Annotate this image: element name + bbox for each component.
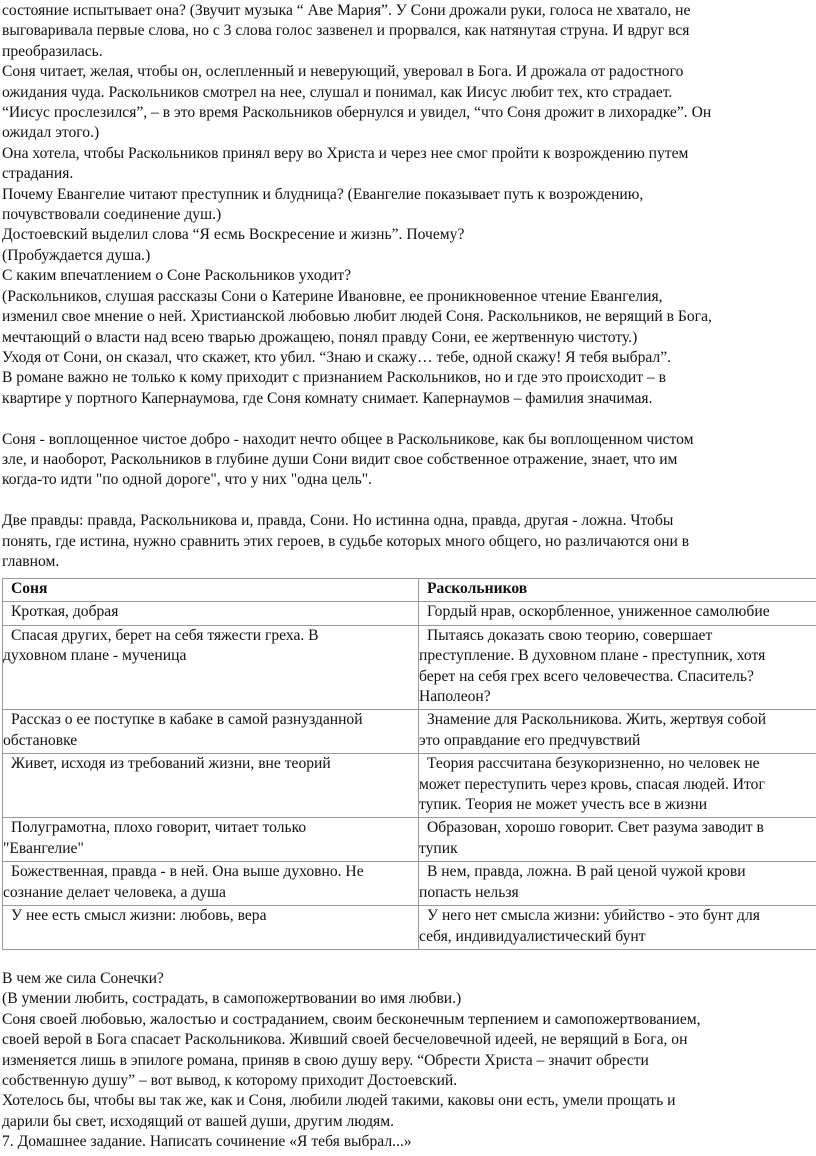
text-line: своей верой в Бога спасает Раскольникова. Живший своей бесчеловечной идеей, не верящий в Бога, он — [2, 1031, 688, 1049]
table-cell-raskolnikov: У него нет смысла жизни: убийство - это бунт для себя, индивидуалистический бунт — [419, 906, 816, 950]
text-line: квартире у портного Капернаумова, где Соня комнату снимает. Капернаумов – фамилия значимая. — [2, 389, 653, 407]
table-cell-sonya: У нее есть смысл жизни: любовь, вера — [3, 906, 419, 950]
text-line: выговаривала первые слова, но с 3 слова голос зазвенел и прорвался, как натянутая струна. И вдруг вся — [2, 22, 690, 40]
paragraph-gap — [2, 409, 816, 429]
table-cell-sonya: Кроткая, добрая — [3, 602, 419, 625]
table-row — [3, 754, 816, 818]
text-line: (Пробуждается душа.) — [2, 246, 151, 264]
table-row — [3, 602, 816, 625]
text-line: дарили бы свет, исходящий от вашей души, другим людям. — [2, 1112, 394, 1130]
text-line: собственную душу” – вот вывод, к которому приходит Достоевский. — [2, 1072, 458, 1090]
text-line: когда-то идти "по одной дороге", что у них "одна цель". — [2, 471, 373, 489]
comparison-table — [2, 578, 816, 950]
text-line: преобразилась. — [2, 42, 103, 60]
table-cell-sonya: Полуграмотна, плохо говорит, читает только "Евангелие" — [3, 818, 419, 862]
table-row — [3, 906, 816, 950]
table-cell-sonya: Рассказ о ее поступке в кабаке в самой разнузданной обстановке — [3, 710, 419, 754]
text-line: Уходя от Сони, он сказал, что скажет, кто убил. “Знаю и скажу… тебе, одной скажу! Я тебя выбрал”. — [2, 348, 672, 366]
text-line: зле, и наоборот, Раскольников в глубине души Сони видит свое собственное отражение, знает, что им — [2, 450, 678, 468]
table-row — [3, 710, 816, 754]
table-row — [3, 625, 816, 710]
paragraph-good-evil — [2, 430, 816, 491]
text-line: мечтающий о власти над всею тварью дрожащею, понял правду Сони, ее жертвенную чистоту.) — [2, 328, 638, 346]
text-line: понять, где истина, нужно сравнить этих героев, в судьбе которых много общего, но различаются они в — [2, 532, 690, 550]
text-line: (В умении любить, сострадать, в самопожертвовании во имя любви.) — [2, 990, 462, 1008]
text-line: Соня читает, желая, чтобы он, ослепленный и неверующий, уверовал в Бога. И дрожала от радостного — [2, 63, 684, 81]
table-cell-raskolnikov: Гордый нрав, оскорбленное, униженное самолюбие — [419, 602, 816, 625]
table-cell-sonya: Живет, исходя из требований жизни, вне теорий — [3, 754, 419, 818]
text-line: почувствовали соединение душ.) — [2, 206, 222, 224]
table-cell-raskolnikov: Знамение для Раскольникова. Жить, жертвуя собой это оправдание его предчувствий — [419, 710, 816, 754]
paragraph-two-truths — [2, 511, 816, 572]
table-cell-raskolnikov: Образован, хорошо говорит. Свет разума заводит в тупик — [419, 818, 816, 862]
text-line: Достоевский выделил слова “Я есмь Воскресение и жизнь”. Почему? — [2, 226, 465, 244]
table-cell-sonya: Спасая других, берет на себя тяжести греха. В духовном плане - мученица — [3, 625, 419, 710]
homework-line: 7. Домашнее задание. Написать сочинение «Я тебя выбрал...» — [2, 1133, 412, 1151]
text-line: Она хотела, чтобы Раскольников принял веру во Христа и через нее смог пройти к возрождению путем — [2, 144, 689, 162]
document-body — [0, 0, 816, 572]
text-line: “Иисус прослезился”, – в это время Раскольников обернулся и увидел, “что Соня дрожит в лихорадке”. Он — [2, 104, 712, 122]
text-line: В чем же сила Сонечки? — [2, 970, 164, 987]
text-line: ожидал этого.) — [2, 124, 100, 142]
text-line: Две правды: правда, Раскольникова и, правда, Сони. Но истинна одна, правда, другая - ложна. Чтобы — [2, 512, 674, 530]
paragraph-gap — [2, 491, 816, 511]
table-cell-raskolnikov: Теория рассчитана безукоризненно, но человек не может переступить через кровь, спасая людей. Итог тупик. Теория не может учесть все в жизни — [419, 754, 816, 818]
text-line: Соня своей любовью, жалостью и состраданием, своим бесконечным терпением и самопожертвованием, — [2, 1010, 701, 1028]
intro-section — [2, 1, 816, 409]
text-line: изменяется лишь в эпилоге романа, приняв в свою душу веру. “Обрести Христа – значит обрести — [2, 1051, 649, 1069]
text-line: ожидания чуда. Раскольников смотрел на нее, слушал и понимал, как Иисус любит тех, кто страдает. — [2, 83, 673, 101]
text-line: С каким впечатлением о Соне Раскольников уходит? — [2, 267, 352, 285]
header-cell-raskolnikov: Раскольников — [419, 579, 816, 602]
table-cell-raskolnikov: Пытаясь доказать свою теорию, совершает преступление. В духовном плане - преступник, хотя берет на себя грех всего человечества. Спаситель? Наполеон? — [419, 625, 816, 710]
table-cell-raskolnikov: В нем, правда, ложна. В рай ценой чужой крови попасть нельзя — [419, 862, 816, 906]
text-line: В романе важно не только к кому приходит с признанием Раскольников, но и где это происходит – в — [2, 369, 667, 387]
text-line: (Раскольников, слушая рассказы Сони о Катерине Ивановне, ее проникновенное чтение Евангелия, — [2, 287, 663, 305]
text-line: изменил свое мнение о ней. Христианской любовью любит людей Соня. Раскольников, не верящий в Бога, — [2, 308, 712, 326]
closing-section — [2, 969, 701, 1153]
text-line: Соня - воплощенное чистое добро - находит нечто общее в Раскольникове, как бы воплощенном чистом — [2, 430, 694, 448]
table-row — [3, 818, 816, 862]
text-line: состояние испытывает она? (Звучит музыка “ Аве Мария”. У Сони дрожали руки, голоса не хватало, не — [2, 2, 691, 19]
text-line: Почему Евангелие читают преступник и блудница? (Евангелие показывает путь к возрождению, — [2, 185, 644, 203]
table-row — [3, 862, 816, 906]
text-line: страдания. — [2, 165, 74, 183]
header-cell-sonya: Соня — [3, 579, 419, 602]
table-cell-sonya: Божественная, правда - в ней. Она выше духовно. Не сознание делает человека, а душа — [3, 862, 419, 906]
text-line: Хотелось бы, чтобы вы так же, как и Соня, любили людей такими, каковы они есть, умели прощать и — [2, 1092, 676, 1110]
table-header-row — [3, 579, 816, 602]
text-line: главном. — [2, 552, 60, 570]
